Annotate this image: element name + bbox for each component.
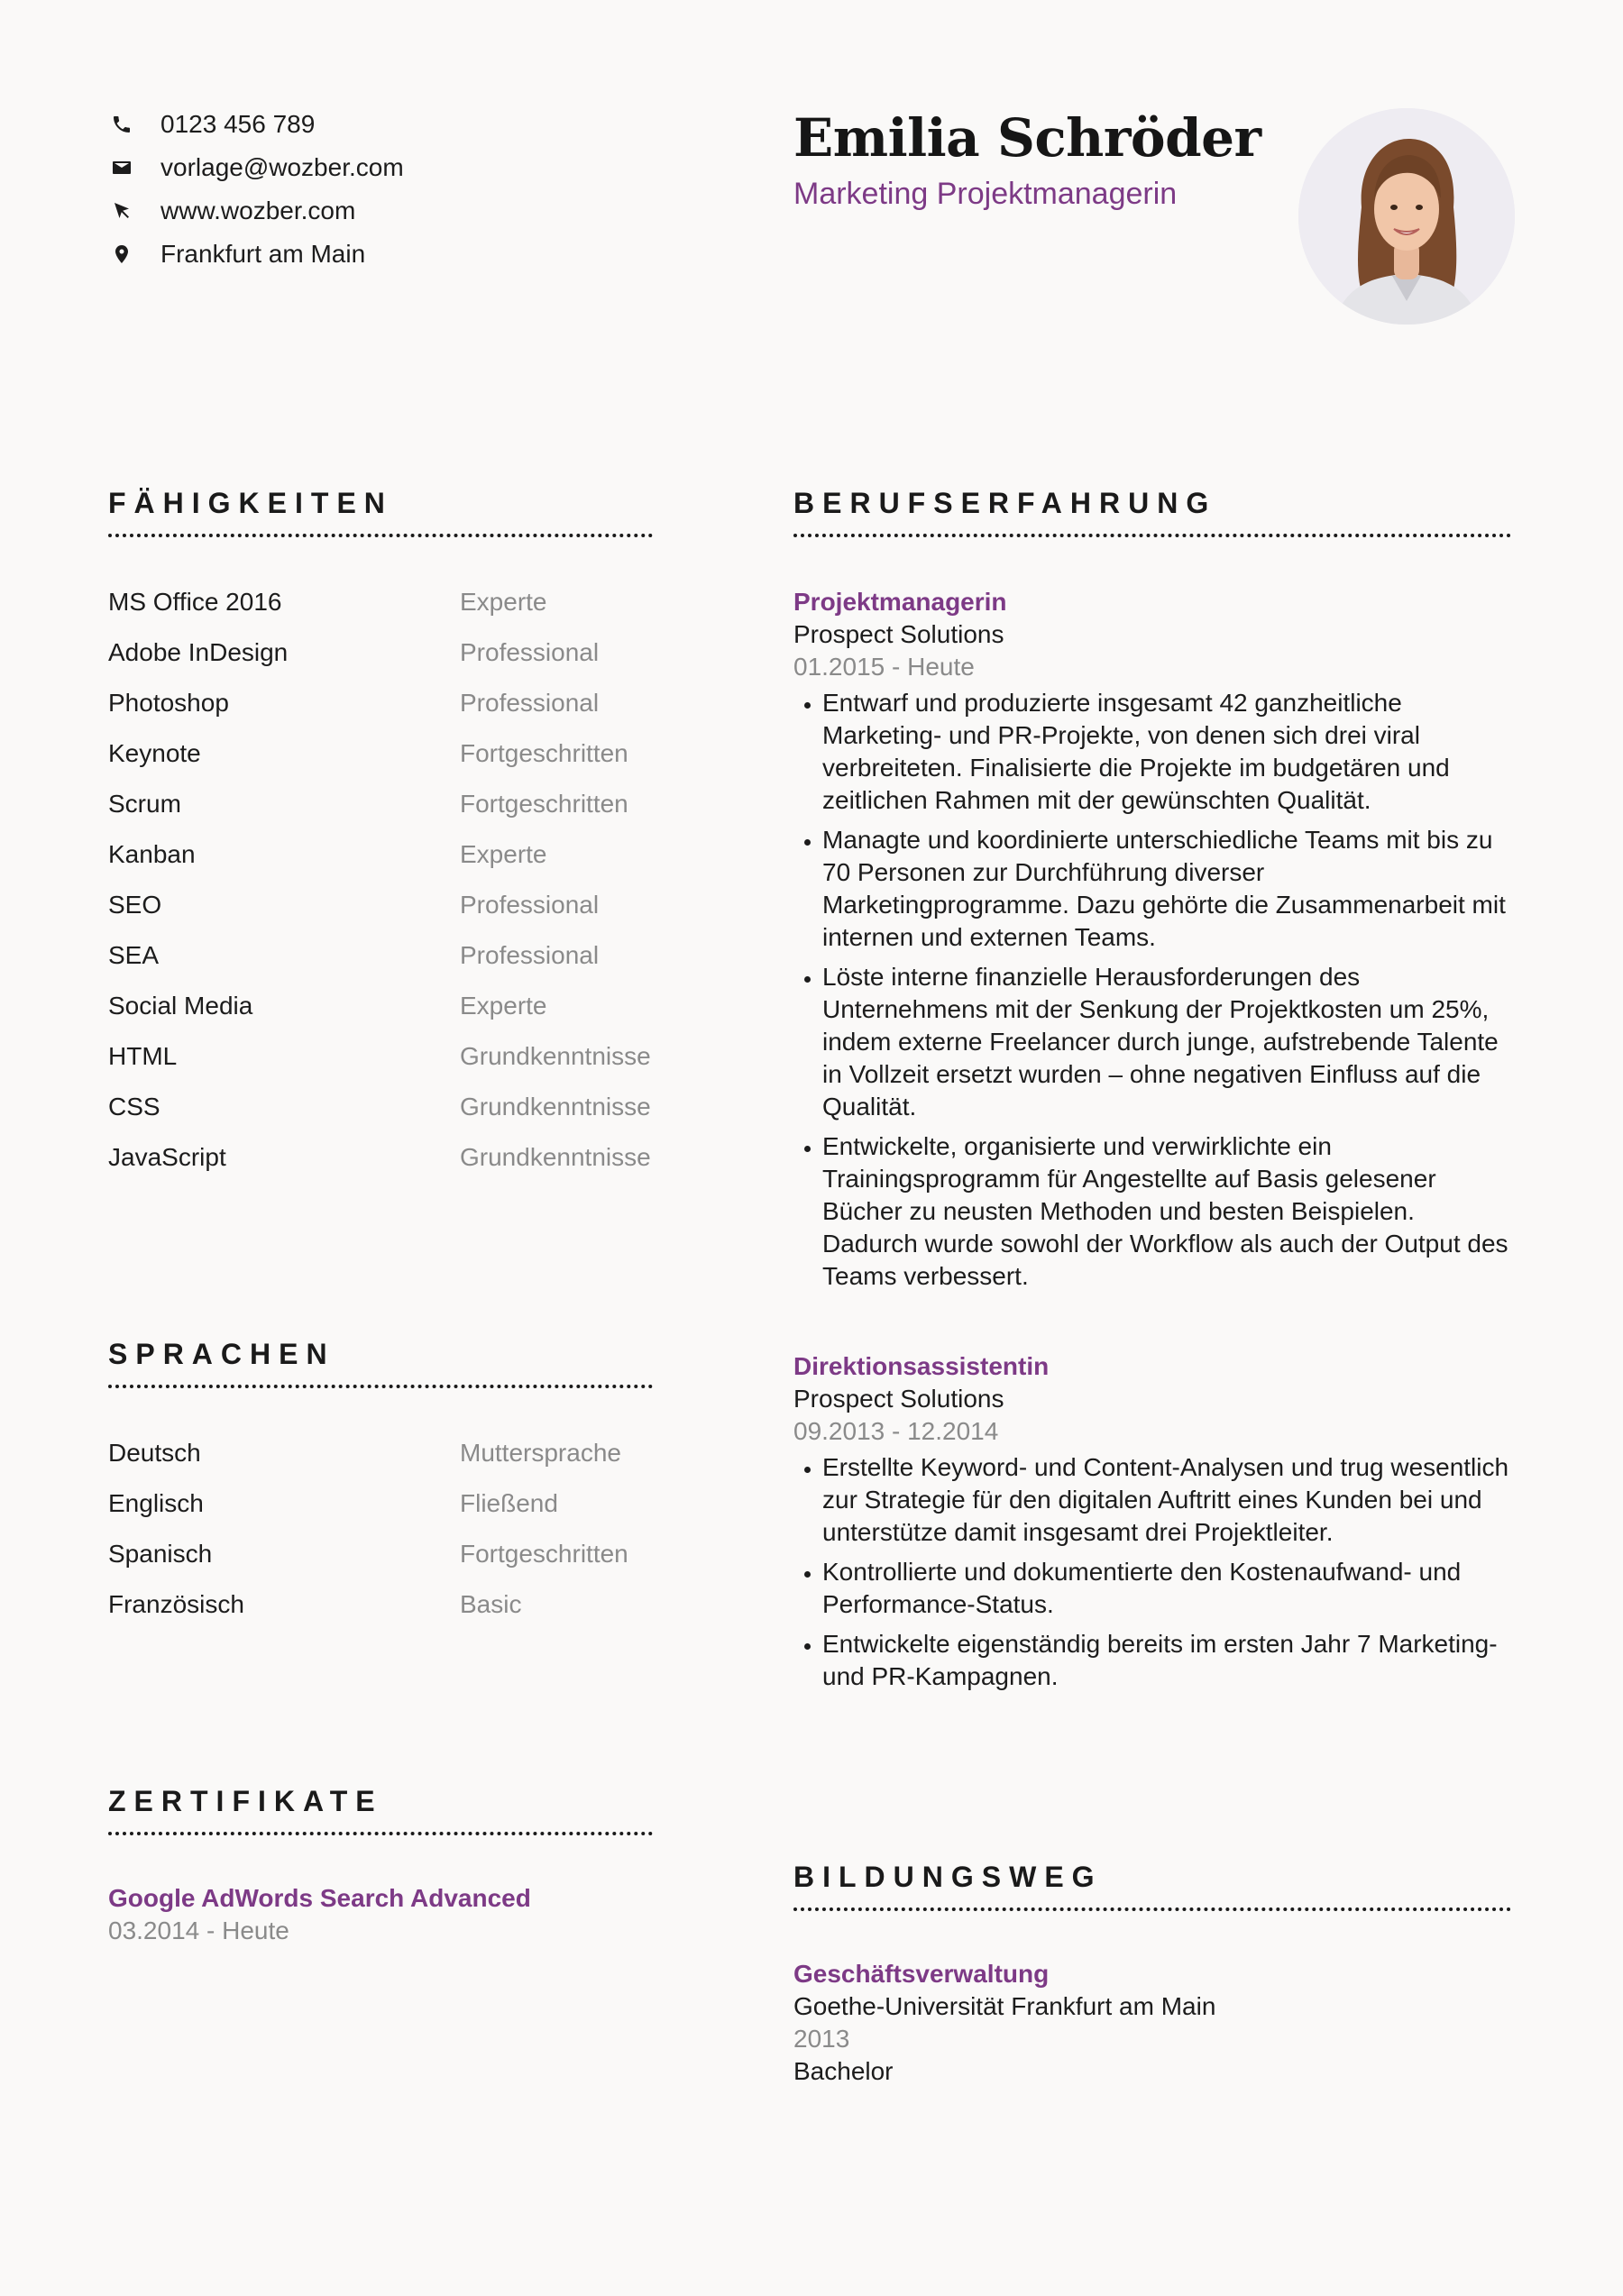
skill-level: Grundkenntnisse bbox=[460, 1093, 651, 1121]
skill-row bbox=[108, 779, 667, 829]
job-role: Projektmanagerin bbox=[793, 588, 1007, 616]
certificates-heading: ZERTIFIKATE bbox=[108, 1785, 383, 1817]
skill-row bbox=[108, 930, 667, 981]
languages-heading: SPRACHEN bbox=[108, 1338, 335, 1370]
skill-level: Fortgeschritten bbox=[460, 790, 628, 818]
skill-name: Keynote bbox=[108, 739, 201, 767]
skill-level: Professional bbox=[460, 689, 600, 717]
job-company: Prospect Solutions bbox=[793, 620, 1004, 648]
languages-list bbox=[108, 1428, 667, 1630]
contact-phone-text: 0123 456 789 bbox=[160, 110, 316, 138]
skill-name: SEA bbox=[108, 941, 160, 969]
contact-phone bbox=[108, 103, 667, 146]
language-level: Basic bbox=[460, 1590, 522, 1618]
contact-website-text[interactable]: www.wozber.com bbox=[160, 197, 356, 224]
skill-name: HTML bbox=[108, 1042, 178, 1070]
language-row bbox=[108, 1428, 667, 1478]
languages-divider bbox=[108, 1385, 653, 1388]
job-bullet: • Managte und koordinierte unterschiedliche Teams mit bis zu 70 Personen zur Durchführung diverser Marketingprogramme. Dazu gehörte die Zusammenarbeit mit internen und externen Teams. bbox=[822, 824, 1515, 954]
education-heading: BILDUNGSWEG bbox=[793, 1861, 1103, 1893]
job-bullet: • Entwarf und produzierte insgesamt 42 ganzheitliche Marketing- und PR-Projekte, von denen sich drei viral verbreiteten. Finalisierte die Projekte im budgetären und zeitlichen Rahmen mit der gewünschten Qualität. bbox=[822, 687, 1515, 817]
skill-row bbox=[108, 880, 667, 930]
job-bullet: • Erstellte Keyword- und Content-Analysen und trug wesentlich zur Strategie für den digitalen Auftritt eines Kunden bei und unterstütze damit insgesamt drei Projektleiter. bbox=[822, 1451, 1515, 1549]
certificate-date: 03.2014 - Heute bbox=[108, 1916, 289, 1944]
job-bullets bbox=[793, 1451, 1515, 1693]
job-entry bbox=[793, 586, 1515, 1300]
education-degree: Geschäftsverwaltung bbox=[793, 1960, 1050, 1988]
skill-row bbox=[108, 728, 667, 779]
skill-level: Professional bbox=[460, 941, 600, 969]
language-name: Englisch bbox=[108, 1489, 204, 1517]
contact-location-text: Frankfurt am Main bbox=[160, 240, 366, 268]
skill-row bbox=[108, 627, 667, 678]
skill-level: Professional bbox=[460, 891, 600, 919]
contact-list bbox=[108, 103, 667, 276]
education-school: Goethe-Universität Frankfurt am Main bbox=[793, 1992, 1216, 2020]
job-bullet: • Kontrollierte und dokumentierte den Kostenaufwand- und Performance-Status. bbox=[822, 1556, 1515, 1621]
skill-row bbox=[108, 678, 667, 728]
skill-name: SEO bbox=[108, 891, 162, 919]
job-bullets bbox=[793, 687, 1515, 1293]
skill-level: Experte bbox=[460, 588, 547, 616]
candidate-name: Emilia Schröder bbox=[793, 107, 1261, 169]
skill-name: Scrum bbox=[108, 790, 181, 818]
experience-heading: BERUFSERFAHRUNG bbox=[793, 487, 1217, 519]
job-bullet: • Löste interne finanzielle Herausforderungen des Unternehmens mit der Senkung der Projektkosten um 25%, indem externe Freelancer durch junge, aufstrebende Talente in Vollzeit ersetzt wurden – ohne negativen Einfluss auf die Qualität. bbox=[822, 961, 1515, 1123]
profile-photo bbox=[1298, 108, 1515, 325]
skill-row bbox=[108, 1082, 667, 1132]
skill-name: CSS bbox=[108, 1093, 160, 1121]
skill-level: Experte bbox=[460, 992, 547, 1020]
skill-name: MS Office 2016 bbox=[108, 588, 282, 616]
language-row bbox=[108, 1579, 667, 1630]
education-level: Bachelor bbox=[793, 2057, 894, 2085]
profile-photo-illustration bbox=[1298, 108, 1515, 325]
skill-name: Adobe InDesign bbox=[108, 638, 289, 666]
skill-row bbox=[108, 981, 667, 1031]
cursor-icon bbox=[108, 197, 135, 224]
skills-heading: FÄHIGKEITEN bbox=[108, 487, 393, 519]
skill-name: JavaScript bbox=[108, 1143, 226, 1171]
skill-level: Experte bbox=[460, 840, 547, 868]
skill-name: Social Media bbox=[108, 992, 253, 1020]
skill-name: Photoshop bbox=[108, 689, 229, 717]
language-name: Spanisch bbox=[108, 1540, 213, 1568]
skill-row bbox=[108, 1031, 667, 1082]
language-row bbox=[108, 1478, 667, 1529]
location-pin-icon bbox=[108, 241, 135, 268]
language-level: Fließend bbox=[460, 1489, 558, 1517]
skill-level: Grundkenntnisse bbox=[460, 1143, 651, 1171]
job-role: Direktionsassistentin bbox=[793, 1352, 1050, 1380]
skill-row bbox=[108, 829, 667, 880]
job-entry bbox=[793, 1350, 1515, 1700]
skill-row bbox=[108, 1132, 667, 1183]
certificates-divider bbox=[108, 1832, 653, 1835]
experience-divider bbox=[793, 534, 1511, 537]
certificate-title: Google AdWords Search Advanced bbox=[108, 1884, 531, 1912]
phone-icon bbox=[108, 111, 135, 138]
language-level: Fortgeschritten bbox=[460, 1540, 628, 1568]
education-year: 2013 bbox=[793, 2025, 850, 2053]
skill-level: Grundkenntnisse bbox=[460, 1042, 651, 1070]
skill-level: Fortgeschritten bbox=[460, 739, 628, 767]
contact-email bbox=[108, 146, 667, 189]
job-company: Prospect Solutions bbox=[793, 1385, 1004, 1413]
job-bullet: • Entwickelte, organisierte und verwirklichte ein Trainingsprogramm für Angestellte auf Basis gelesener Bücher zu neusten Methoden und besten Beispielen. Dadurch wurde sowohl der Workflow als auch der Output des Teams verbessert. bbox=[822, 1130, 1515, 1293]
skills-divider bbox=[108, 534, 653, 537]
candidate-job-title: Marketing Projektmanagerin bbox=[793, 177, 1178, 211]
job-period: 01.2015 - Heute bbox=[793, 653, 975, 681]
job-period: 09.2013 - 12.2014 bbox=[793, 1417, 999, 1445]
certificate-item bbox=[108, 1882, 685, 1947]
language-level: Muttersprache bbox=[460, 1439, 621, 1467]
contact-website bbox=[108, 189, 667, 233]
skill-row bbox=[108, 577, 667, 627]
skill-name: Kanban bbox=[108, 840, 196, 868]
education-divider bbox=[793, 1907, 1511, 1911]
language-name: Französisch bbox=[108, 1590, 244, 1618]
skill-level: Professional bbox=[460, 638, 600, 666]
mail-icon bbox=[108, 154, 135, 181]
education-entry bbox=[793, 1958, 1515, 2088]
contact-location bbox=[108, 233, 667, 276]
language-row bbox=[108, 1529, 667, 1579]
contact-email-text[interactable]: vorlage@wozber.com bbox=[160, 153, 404, 181]
language-name: Deutsch bbox=[108, 1439, 201, 1467]
job-bullet: • Entwickelte eigenständig bereits im ersten Jahr 7 Marketing- und PR-Kampagnen. bbox=[822, 1628, 1515, 1693]
skills-list bbox=[108, 577, 667, 1183]
